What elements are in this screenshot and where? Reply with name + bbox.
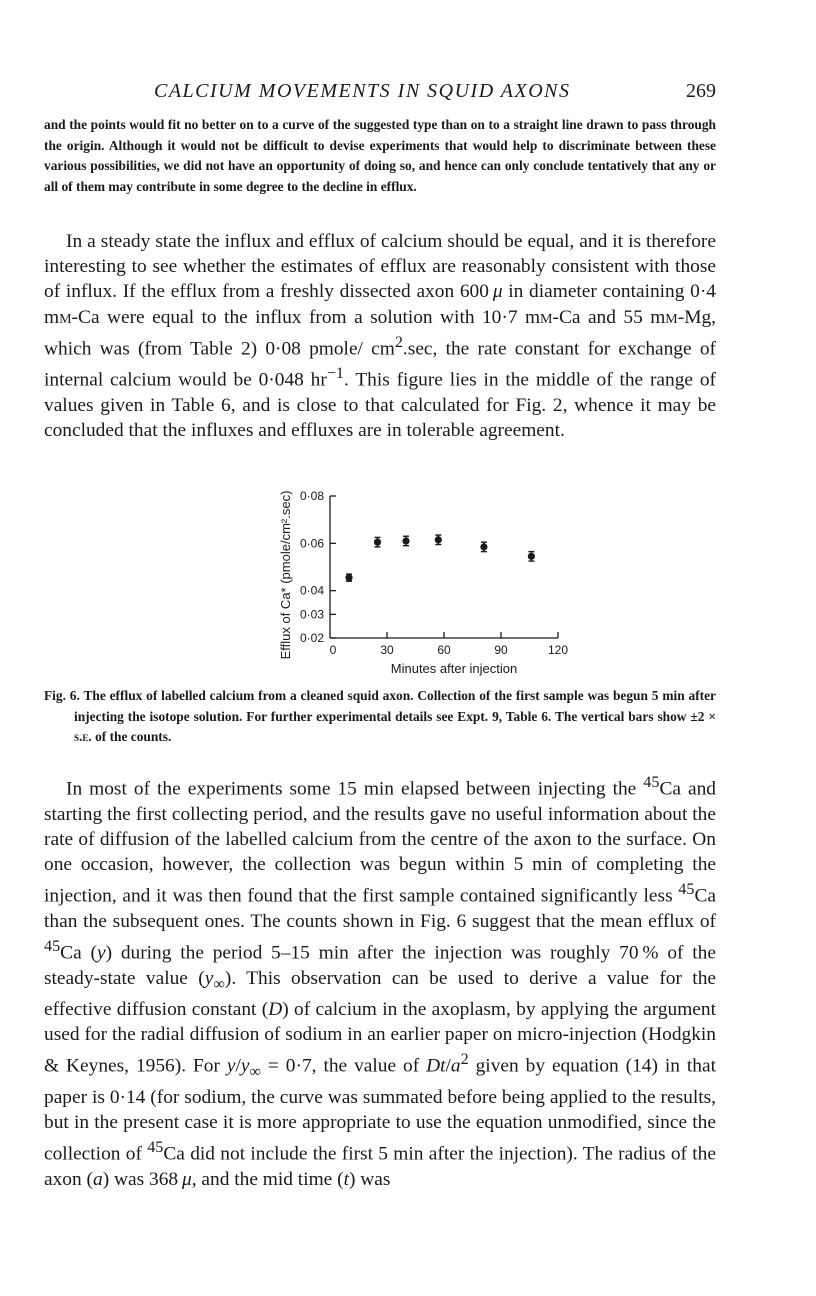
y-axis-label: Efflux of Ca* (pmole/cm².sec)	[278, 490, 293, 660]
data-point	[480, 543, 487, 550]
paragraph-diffusion	[44, 770, 716, 1192]
paragraph-text: In most of the experiments some 15 min elapsed between injecting the $^{45}$Ca and starting the first collecting period, and the results gave no useful information about the rate of diffusion of the labelled calcium from the centre of the axon to the surface. On one occasion, however, the collection was begun within 5 min of completing the injection, and it was then found that the first sample contained significantly less $^{45}$Ca than the subsequent ones. The counts shown in Fig. 6 suggest that the mean efflux of $^{45}$Ca (y) during the period 5–15 min after the injection was roughly 70 % of the steady-state value $(y_\infty)$. This observation can be used to derive a value for the effective diffusion constant (D) of calcium in the axoplasm, by applying the argument used for the radial diffusion of sodium in an earlier paper on micro-injection (Hodgkin & Keynes, 1956). For $y/y_\infty = 0\cdot 7$, the value of $Dt/a^2$ given by equation (14) in that paper is 0·14 (for sodium, the curve was summated before being applied to the results, but in the present case it is more appropriate to use the equation unmodified, since the collection of $^{45}$Ca did not include the first 5 min after the injection). The radius of the axon (a) was 368 μ, and the mid time (t) was	[44, 774, 716, 1190]
y-tick-label: 0·06	[299, 536, 324, 551]
data-point	[345, 574, 352, 581]
data-point	[528, 553, 535, 560]
y-tick-label: 0·02	[299, 631, 324, 645]
data-point	[435, 536, 442, 543]
efflux-chart	[272, 472, 582, 682]
caption-label: Fig. 6.	[44, 688, 80, 703]
caption-text: The efflux of labelled calcium from a cleaned squid axon. Collection of the first sample was begun 5 min after injecting the isotope solution. For further experimental details see Expt. 9, Table 6. The vertical bars show ±2 × s.e. of the counts.	[74, 688, 716, 744]
y-tick-label: 0·04	[299, 583, 324, 598]
paragraph-text: In a steady state the influx and efflux of calcium should be equal, and it is therefore interesting to see whether the estimates of efflux are reasonably consistent with those of influx. If the efflux from a freshly dissected axon 600 μ in diameter containing 0·4 mm-Ca were equal to the influx from a solution with 10·7 mm-Ca and 55 mm-Mg, which was (from Table 2) 0·08 pmole/ $cm^2.\sec$, the rate constant for exchange of internal calcium would be 0·048 $hr^{-1}$. This figure lies in the middle of the range of values given in Table 6, and is close to that calculated for Fig. 2, whence it may be concluded that the influxes and effluxes are in tolerable agreement.	[44, 231, 716, 442]
data-point	[374, 539, 381, 546]
x-tick-label: 120	[547, 643, 569, 657]
running-title: CALCIUM MOVEMENTS IN SQUID AXONS	[154, 80, 571, 102]
paragraph-continued	[44, 115, 716, 197]
x-tick-label: 0	[329, 643, 337, 657]
y-tick-label: 0·03	[299, 607, 324, 622]
x-tick-label: 90	[494, 643, 508, 657]
figure-6	[272, 472, 582, 682]
x-tick-label: 60	[437, 643, 451, 657]
data-point	[402, 537, 409, 544]
y-tick-label: 0·08	[299, 489, 324, 503]
figure-caption	[44, 686, 716, 748]
running-header	[44, 80, 716, 108]
page-number: 269	[686, 80, 716, 102]
paragraph-steady-state	[44, 229, 716, 444]
x-tick-label: 30	[380, 643, 394, 657]
paragraph-text: and the points would fit no better on to a curve of the suggested type than on to a straight line drawn to pass through the origin. Although it would not be difficult to devise experiments that would help to discriminate between these various possibilities, we did not have an opportunity of doing so, and hence can only conclude tentatively that any or all of them may contribute in some degree to the decline in efflux.	[44, 117, 716, 194]
x-axis-label: Minutes after injection	[390, 661, 518, 676]
